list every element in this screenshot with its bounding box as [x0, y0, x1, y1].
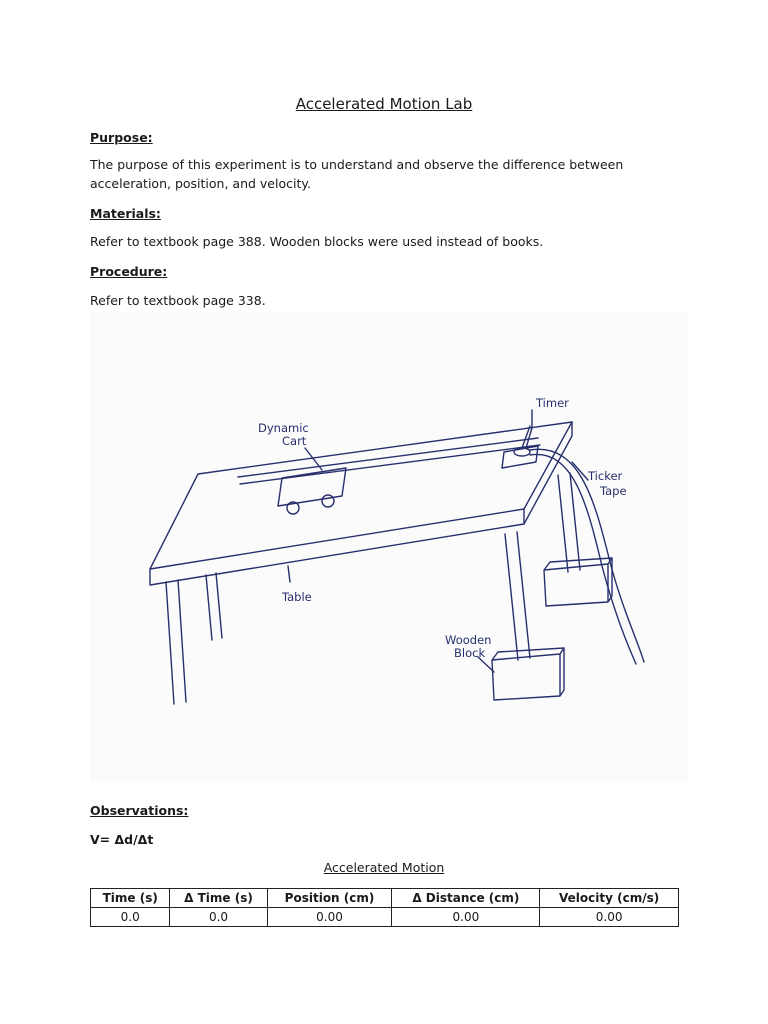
block-label-line2: Block	[454, 646, 486, 660]
header-position: Position (cm)	[267, 889, 392, 908]
materials-heading: Materials:	[90, 206, 161, 221]
motion-data-table	[90, 888, 679, 927]
tape-label-line1: Ticker	[588, 469, 623, 483]
block-label-line1: Wooden	[445, 633, 492, 647]
table-top-front-edge	[150, 509, 524, 585]
cell-delta-distance: 0.00	[392, 908, 540, 927]
header-time: Time (s)	[91, 889, 170, 908]
apparatus-sketch	[90, 312, 688, 782]
procedure-heading: Procedure:	[90, 264, 168, 279]
observations-heading: Observations:	[90, 803, 189, 818]
cart-label-line1: Dynamic	[258, 421, 309, 435]
timer-label: Timer	[536, 396, 569, 410]
wooden-block-front	[492, 648, 564, 700]
tape-label-line2: Tape	[600, 484, 627, 498]
document-title: Accelerated Motion Lab	[295, 95, 473, 113]
tape-leader-line	[572, 462, 588, 480]
velocity-formula: V= Δd/Δt	[90, 832, 154, 847]
header-velocity: Velocity (cm/s)	[540, 889, 679, 908]
table-caption: Accelerated Motion	[323, 860, 445, 875]
cell-time: 0.0	[91, 908, 170, 927]
purpose-heading: Purpose:	[90, 130, 153, 145]
cart-wheel-right	[322, 495, 334, 507]
purpose-text: The purpose of this experiment is to understand and observe the difference between acceleration, position, and velocity.	[90, 157, 624, 191]
header-delta-distance: Δ Distance (cm)	[392, 889, 540, 908]
table-row	[91, 908, 679, 927]
materials-text: Refer to textbook page 388. Wooden blocks were used instead of books.	[90, 234, 544, 249]
procedure-text: Refer to textbook page 338.	[90, 293, 266, 308]
cell-velocity: 0.00	[540, 908, 679, 927]
table-header-row	[91, 889, 679, 908]
table-leg-front-right	[505, 532, 530, 660]
table-label: Table	[282, 590, 312, 604]
table-leader-line	[288, 566, 290, 582]
cell-delta-time: 0.0	[170, 908, 267, 927]
table-top	[150, 422, 572, 569]
apparatus-sketch-svg	[90, 312, 688, 782]
table-leg-back-right	[558, 473, 580, 572]
cart-label-line2: Cart	[282, 434, 307, 448]
dynamic-cart	[278, 468, 346, 506]
header-delta-time: Δ Time (s)	[170, 889, 267, 908]
table-leg-back-left	[206, 573, 222, 640]
table-leg-front-left	[166, 580, 186, 704]
cell-position: 0.00	[267, 908, 392, 927]
table-top-side-edge	[524, 422, 572, 524]
